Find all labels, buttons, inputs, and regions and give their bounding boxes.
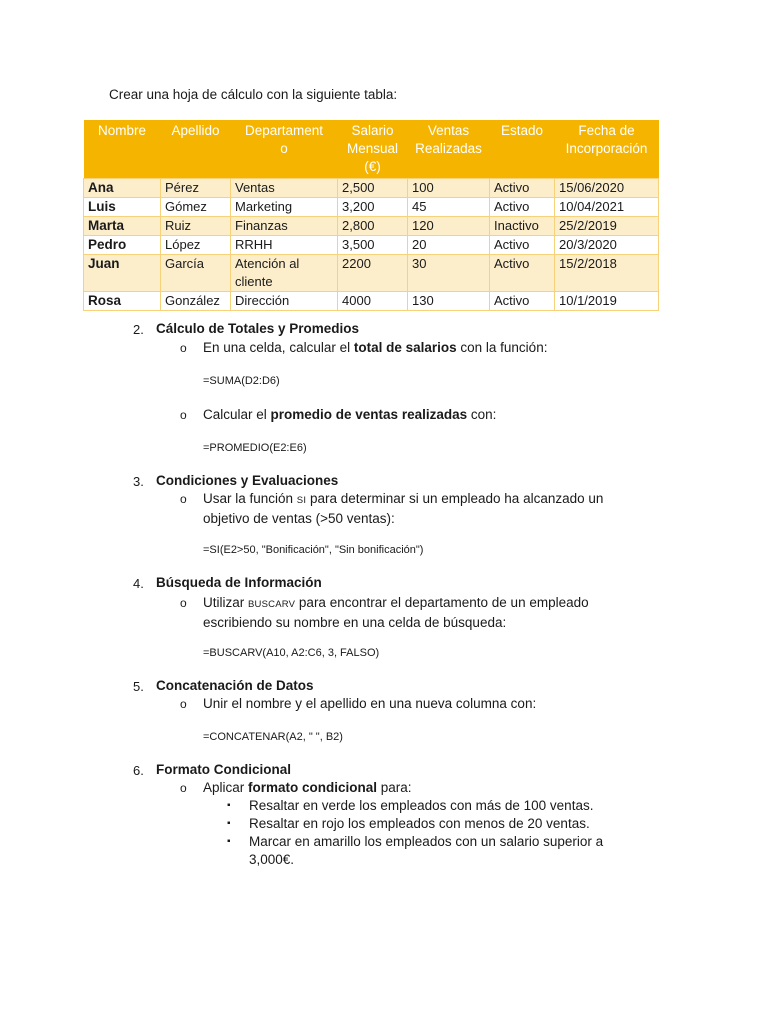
table-header-row bbox=[84, 120, 659, 179]
cell-ventas: 30 bbox=[408, 255, 490, 292]
header-nombre: Nombre bbox=[84, 120, 161, 179]
cell-departamento: Atención al cliente bbox=[231, 255, 338, 292]
cell-salario: 3,200 bbox=[338, 198, 408, 217]
header-salario: Salario Mensual (€) bbox=[338, 120, 408, 179]
section-4-title: Búsqueda de Información bbox=[156, 575, 322, 590]
bold-span: promedio de ventas realizadas bbox=[270, 407, 468, 422]
text-span: Utilizar bbox=[203, 595, 249, 610]
list-item: Resaltar en rojo los empleados con menos de 20 ventas. bbox=[249, 816, 590, 831]
cell-nombre: Ana bbox=[84, 179, 161, 198]
section-6-title: Formato Condicional bbox=[156, 762, 291, 777]
text-span: Usar la función bbox=[203, 491, 297, 506]
cell-fecha: 25/2/2019 bbox=[555, 217, 659, 236]
cell-estado: Inactivo bbox=[490, 217, 555, 236]
text-span: Aplicar bbox=[203, 780, 249, 795]
cell-estado: Activo bbox=[490, 255, 555, 292]
table-row bbox=[84, 255, 659, 292]
section-2-number: 2. bbox=[133, 322, 144, 337]
square-bullet-icon: ▪ bbox=[227, 836, 231, 847]
section-2-bullet-2 bbox=[203, 406, 633, 424]
formula-buscarv: =BUSCARV(A10, A2:C6, 3, FALSO) bbox=[203, 647, 380, 659]
cell-ventas: 100 bbox=[408, 179, 490, 198]
cell-nombre: Pedro bbox=[84, 236, 161, 255]
text-span: con: bbox=[467, 407, 497, 422]
intro-text: Crear una hoja de cálculo con la siguiente tabla: bbox=[109, 87, 398, 102]
cell-fecha: 20/3/2020 bbox=[555, 236, 659, 255]
bullet-icon: o bbox=[180, 781, 187, 795]
list-item: Marcar en amarillo los empleados con un salario superior a 3,000€. bbox=[249, 834, 604, 867]
table-row bbox=[84, 217, 659, 236]
cell-nombre: Rosa bbox=[84, 292, 161, 311]
cell-salario: 2200 bbox=[338, 255, 408, 292]
function-name: BUSCARV bbox=[248, 599, 296, 610]
cell-apellido: Pérez bbox=[161, 179, 231, 198]
cell-ventas: 120 bbox=[408, 217, 490, 236]
section-4-bullet-1 bbox=[203, 594, 633, 632]
cell-salario: 2,500 bbox=[338, 179, 408, 198]
text-span: para: bbox=[377, 780, 412, 795]
bullet-icon: o bbox=[180, 492, 187, 506]
cell-apellido: García bbox=[161, 255, 231, 292]
formula-si: =SI(E2>50, "Bonificación", "Sin bonificación") bbox=[203, 544, 424, 556]
header-estado: Estado bbox=[490, 120, 555, 179]
cell-estado: Activo bbox=[490, 292, 555, 311]
cell-ventas: 45 bbox=[408, 198, 490, 217]
cell-ventas: 20 bbox=[408, 236, 490, 255]
formula-concatenar: =CONCATENAR(A2, " ", B2) bbox=[203, 731, 343, 743]
section-3-number: 3. bbox=[133, 474, 144, 489]
header-departamento: Departament o bbox=[231, 120, 338, 179]
text-span: con la función: bbox=[456, 340, 548, 355]
cell-salario: 2,800 bbox=[338, 217, 408, 236]
section-4-number: 4. bbox=[133, 576, 144, 591]
section-5-number: 5. bbox=[133, 679, 144, 694]
cell-nombre: Luis bbox=[84, 198, 161, 217]
square-bullet-icon: ▪ bbox=[227, 818, 231, 829]
cell-ventas: 130 bbox=[408, 292, 490, 311]
cell-apellido: González bbox=[161, 292, 231, 311]
function-name: SI bbox=[296, 495, 307, 506]
table-row bbox=[84, 198, 659, 217]
cell-apellido: Gómez bbox=[161, 198, 231, 217]
employee-table bbox=[83, 120, 659, 311]
bullet-icon: o bbox=[180, 408, 187, 422]
cell-estado: Activo bbox=[490, 198, 555, 217]
section-5-bullet-1: Unir el nombre y el apellido en una nueva columna con: bbox=[203, 696, 537, 711]
cell-nombre: Marta bbox=[84, 217, 161, 236]
section-5-title: Concatenación de Datos bbox=[156, 678, 314, 693]
header-fecha: Fecha de Incorporación bbox=[555, 120, 659, 179]
formula-suma: =SUMA(D2:D6) bbox=[203, 375, 280, 387]
cell-departamento: Marketing bbox=[231, 198, 338, 217]
cell-apellido: Ruiz bbox=[161, 217, 231, 236]
table-row bbox=[84, 236, 659, 255]
table-row bbox=[84, 179, 659, 198]
square-bullet-icon: ▪ bbox=[227, 800, 231, 811]
cell-salario: 3,500 bbox=[338, 236, 408, 255]
cell-estado: Activo bbox=[490, 236, 555, 255]
cell-apellido: López bbox=[161, 236, 231, 255]
cell-fecha: 15/2/2018 bbox=[555, 255, 659, 292]
cell-departamento: Finanzas bbox=[231, 217, 338, 236]
cell-fecha: 10/1/2019 bbox=[555, 292, 659, 311]
bullet-icon: o bbox=[180, 596, 187, 610]
bullet-icon: o bbox=[180, 697, 187, 711]
formula-promedio: =PROMEDIO(E2:E6) bbox=[203, 442, 307, 454]
section-6-bullet-1 bbox=[203, 779, 633, 797]
cell-fecha: 10/04/2021 bbox=[555, 198, 659, 217]
table-row bbox=[84, 292, 659, 311]
cell-departamento: Ventas bbox=[231, 179, 338, 198]
header-apellido: Apellido bbox=[161, 120, 231, 179]
header-ventas: Ventas Realizadas bbox=[408, 120, 490, 179]
cell-estado: Activo bbox=[490, 179, 555, 198]
section-2-bullet-1 bbox=[203, 339, 633, 357]
text-span: En una celda, calcular el bbox=[203, 340, 354, 355]
text-span: Calcular el bbox=[203, 407, 271, 422]
section-6-number: 6. bbox=[133, 763, 144, 778]
bullet-icon: o bbox=[180, 341, 187, 355]
text-span: para determinar si un empleado ha alcanzado un objetivo de ventas (>50 ventas): bbox=[203, 491, 604, 526]
section-3-title: Condiciones y Evaluaciones bbox=[156, 473, 339, 488]
section-2-title: Cálculo de Totales y Promedios bbox=[156, 321, 360, 336]
cell-departamento: RRHH bbox=[231, 236, 338, 255]
cell-departamento: Dirección bbox=[231, 292, 338, 311]
text-span: para encontrar el departamento de un empleado escribiendo su nombre en una celda de búsqueda: bbox=[203, 595, 589, 630]
bold-span: formato condicional bbox=[248, 780, 378, 795]
list-item: Resaltar en verde los empleados con más de 100 ventas. bbox=[249, 798, 594, 813]
cell-nombre: Juan bbox=[84, 255, 161, 292]
section-3-bullet-1 bbox=[203, 490, 633, 528]
bold-span: total de salarios bbox=[353, 340, 457, 355]
cell-salario: 4000 bbox=[338, 292, 408, 311]
cell-fecha: 15/06/2020 bbox=[555, 179, 659, 198]
